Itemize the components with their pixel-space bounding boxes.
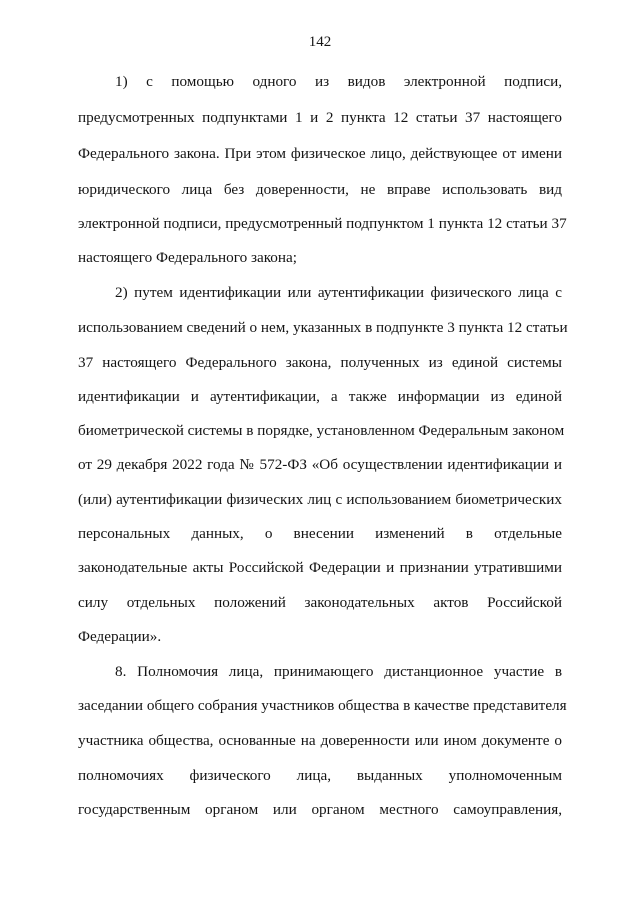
text-line: 37 настоящего Федерального закона, полученных из единой системы: [78, 354, 562, 371]
text-line: от 29 декабря 2022 года № 572-ФЗ «Об осуществлении идентификации и: [78, 456, 562, 473]
text-line: биометрической системы в порядке, установленном Федеральным законом: [78, 422, 565, 439]
text-line: полномочиях физического лица, выданных уполномоченным: [78, 767, 562, 784]
text-line: 2) путем идентификации или аутентификации физического лица с: [115, 284, 562, 301]
text-line: идентификации и аутентификации, а также информации из единой: [78, 388, 562, 405]
text-line: электронной подписи, предусмотренный подпунктом 1 пункта 12 статьи 37: [78, 215, 567, 232]
text-line: участника общества, основанные на доверенности или ином документе о: [78, 732, 562, 749]
text-line: заседании общего собрания участников общества в качестве представителя: [78, 697, 567, 714]
text-line: 1) с помощью одного из видов электронной подписи,: [115, 73, 562, 90]
text-line: (или) аутентификации физических лиц с использованием биометрических: [78, 491, 562, 508]
text-line: законодательные акты Российской Федерации и признании утратившими: [78, 559, 562, 576]
text-line: персональных данных, о внесении изменений в отдельные: [78, 525, 562, 542]
text-line: юридического лица без доверенности, не вправе использовать вид: [78, 181, 562, 198]
text-line: силу отдельных положений законодательных актов Российской: [78, 594, 562, 611]
text-line: Федерального закона. При этом физическое лицо, действующее от имени: [78, 145, 562, 162]
text-line: настоящего Федерального закона;: [78, 249, 297, 266]
page-number: 142: [308, 34, 332, 50]
text-line: использованием сведений о нем, указанных в подпункте 3 пункта 12 статьи: [78, 319, 568, 336]
text-line: государственным органом или органом местного самоуправления,: [78, 801, 562, 818]
text-line: Федерации».: [78, 628, 162, 645]
text-line: предусмотренных подпунктами 1 и 2 пункта 12 статьи 37 настоящего: [78, 109, 562, 126]
text-line: 8. Полномочия лица, принимающего дистанционное участие в: [115, 663, 562, 680]
